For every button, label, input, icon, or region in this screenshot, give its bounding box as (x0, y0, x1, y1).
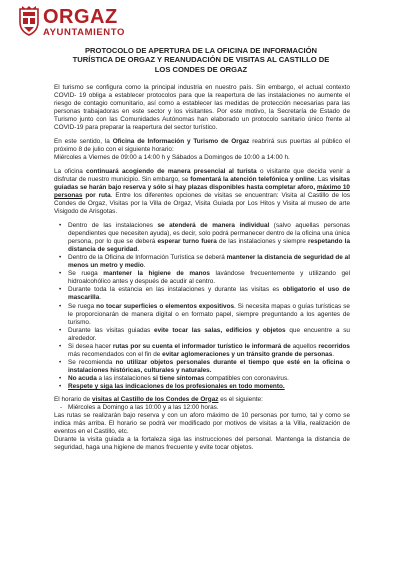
list-item (68, 375, 350, 383)
text-span: . Las (314, 175, 331, 183)
bold-span: recorridos (318, 342, 350, 350)
text-span: . Entre los diferentes opciones de visitas se encuentran: Visita al Castillo de los Condes de Orgaz, Visitas por la Villa de Orgaz, Visita Guiada por Los Hitos y Visita al museo de arte Visigodo de Arisgotas. (54, 191, 351, 216)
text-span: de las instalaciones y siempre (216, 237, 309, 245)
bold-span: evite tocar las salas, edificios y objetos (154, 326, 286, 334)
rules-list (54, 222, 350, 392)
text-span: compatibles con coronavirus. (204, 375, 289, 383)
bold-span: esperar turno fuera (157, 237, 217, 245)
text-span: que encuentre a su alrededor. (68, 326, 350, 342)
document-body (54, 84, 350, 452)
text-span: es el siguiente: (218, 395, 263, 403)
bold-span: no tocar superficies o elementos expositivos (96, 302, 235, 310)
text-span: reabrirá sus puertas al público el próximo 8 de julio con el siguiente horario: (54, 137, 351, 154)
bold-span: mantener la higiene de manos (103, 270, 210, 278)
list-item (68, 359, 350, 375)
text-span: aquellos (290, 342, 319, 350)
bold-span: evitar aglomeraciones y un tránsito grande de personas (162, 351, 333, 359)
text-span: Se ruega (68, 302, 97, 310)
list-item (68, 286, 350, 302)
text-span: La oficina (54, 167, 87, 175)
text-span: Se recomienda (68, 359, 116, 367)
text-span: . (143, 262, 146, 270)
bold-span: si tiene síntomas (152, 375, 205, 383)
text-span: . (99, 294, 102, 302)
castle-routes-paragraph: Las rutas se realizarán bajo reserva y con un aforo máximo de 10 personas por turno, tal y como se indica más arriba. El horario se podrá ver modificado por motivos de visitas a la Villa, realización de eventos en el Castillo, etc. (54, 411, 350, 435)
bold-span: no utilizar objetos personales durante el tiempo que esté en la oficina o instalaciones históricas, culturales y naturales. (68, 359, 350, 375)
document-title (40, 46, 362, 74)
office-reopening-paragraph (54, 138, 350, 162)
intro-paragraph: El turismo se configura como la principal industria en nuestro país. Sin embargo, el actual contexto COVID- 19 obliga a establecer protocolos para que la reapertura de las instalaciones no aumente el riesgo de contagio comunitario, así como a establecer las medidas de protección necesarias para las personas trabajadoras en este sector y los visitantes. Por este motivo, la Secretaría de Estado de Turismo junto con las Comunidades Autónomas han elaborado un protocolo sanitario único frente al COVID-19 para preparar la reapertura del sector turístico. (54, 84, 350, 132)
text-span: Durante las visitas guiadas (68, 326, 155, 334)
list-item (68, 222, 350, 254)
list-item (68, 383, 350, 391)
list-item (68, 327, 350, 343)
text-span: . Si necesita mapas o guías turísticas se le proporcionarán de manera digital o en formato papel, siempre preguntando a los agentes de turismo. (68, 302, 350, 326)
castle-schedule-intro (54, 396, 350, 404)
text-span: Durante toda la estancia en las instalaciones y durante las visitas es (68, 286, 283, 294)
list-item (68, 254, 350, 270)
bold-span: continuará acogiendo de manera presencial al turista (86, 167, 257, 175)
text-span: más recomendados con el fin de (68, 351, 163, 359)
office-hours: Miércoles a Viernes de 09:00 a 14:00 h y Sábados a Domingos de 10:00 a 14:00 h. (54, 154, 290, 162)
bold-span: respetando la distancia de seguridad (68, 237, 350, 253)
castle-guidance-paragraph: Durante la visita guiada a la fortaleza siga las instrucciones del personal. Mantenga la distancia de seguridad, haga una higiene de manos frecuente y evite tocar objetos. (54, 436, 350, 452)
text-span: Dentro de la Oficina de Información Turística se deberá (68, 253, 227, 261)
text-span: En este sentido, la (54, 137, 113, 145)
text-span: Dentro de las instalaciones (68, 221, 158, 229)
text-span: Si desea hacer (68, 342, 113, 350)
text-span: lavándose frecuentemente y utilizando gel hidroalcohólico antes y después de acudir al centro. (68, 270, 350, 286)
coat-of-arms-icon (18, 6, 40, 36)
office-name: Oficina de Información y Turismo de Orgaz (112, 137, 250, 145)
text-span: . (137, 245, 140, 253)
text-span: . (332, 351, 335, 359)
bold-span: Respete y siga las indicaciones de los profesionales en todo momento. (68, 383, 285, 391)
list-item (68, 270, 350, 286)
bold-span: por ruta (82, 191, 111, 199)
bold-span: fomentará la atención telefónica y online (190, 175, 315, 183)
title-line-3: LOS CONDES DE ORGAZ (154, 64, 248, 74)
text-span: El horario de (54, 395, 93, 403)
text-span: Se ruega (68, 270, 104, 278)
visits-paragraph (54, 168, 350, 217)
text-span: (salvo aquellas personas dependientes que necesiten ayuda), es decir, solo podrá permanecer dentro de la oficina una única persona, por lo que se deberá (68, 221, 350, 245)
bold-span: No acuda (68, 375, 97, 383)
title-line-1: PROTOCOLO DE APERTURA DE LA OFICINA DE INFORMACIÓN (84, 46, 318, 55)
bold-span: mantener la distancia de seguridad de al menos un metro y medio (68, 253, 350, 270)
max-capacity: máximo 10 personas (54, 183, 350, 199)
list-item (68, 343, 350, 359)
list-item (68, 303, 350, 327)
castle-schedule-item: - Miércoles a Domingo a las 10:00 y a las 12:00 horas. (54, 404, 350, 412)
title-line-2: TURÍSTICA DE ORGAZ Y REANUDACIÓN DE VISITAS AL CASTILLO DE (72, 55, 330, 65)
text-span: a las instalaciones (96, 375, 153, 383)
bold-span: visitas guiadas se harán bajo reserva y sólo si hay plazas disponibles hasta completar aforo, (54, 175, 350, 191)
text-span: o visitante que decida venir a disfrutar de nuestro municipio. Sin embargo, se (54, 167, 350, 183)
bold-span: se atenderá de manera individual (157, 221, 270, 229)
bold-span: rutas por su cuenta el informador turístico le informará de (112, 342, 291, 350)
logo-name: ORGAZ (43, 6, 118, 28)
bold-span: obligatorio el uso de mascarilla (68, 286, 350, 302)
logo-subtitle: AYUNTAMIENTO (43, 27, 125, 38)
castle-visits-label: visitas al Castillo de los Condes de Orgaz (92, 395, 219, 403)
ayuntamiento-logo (18, 6, 138, 40)
